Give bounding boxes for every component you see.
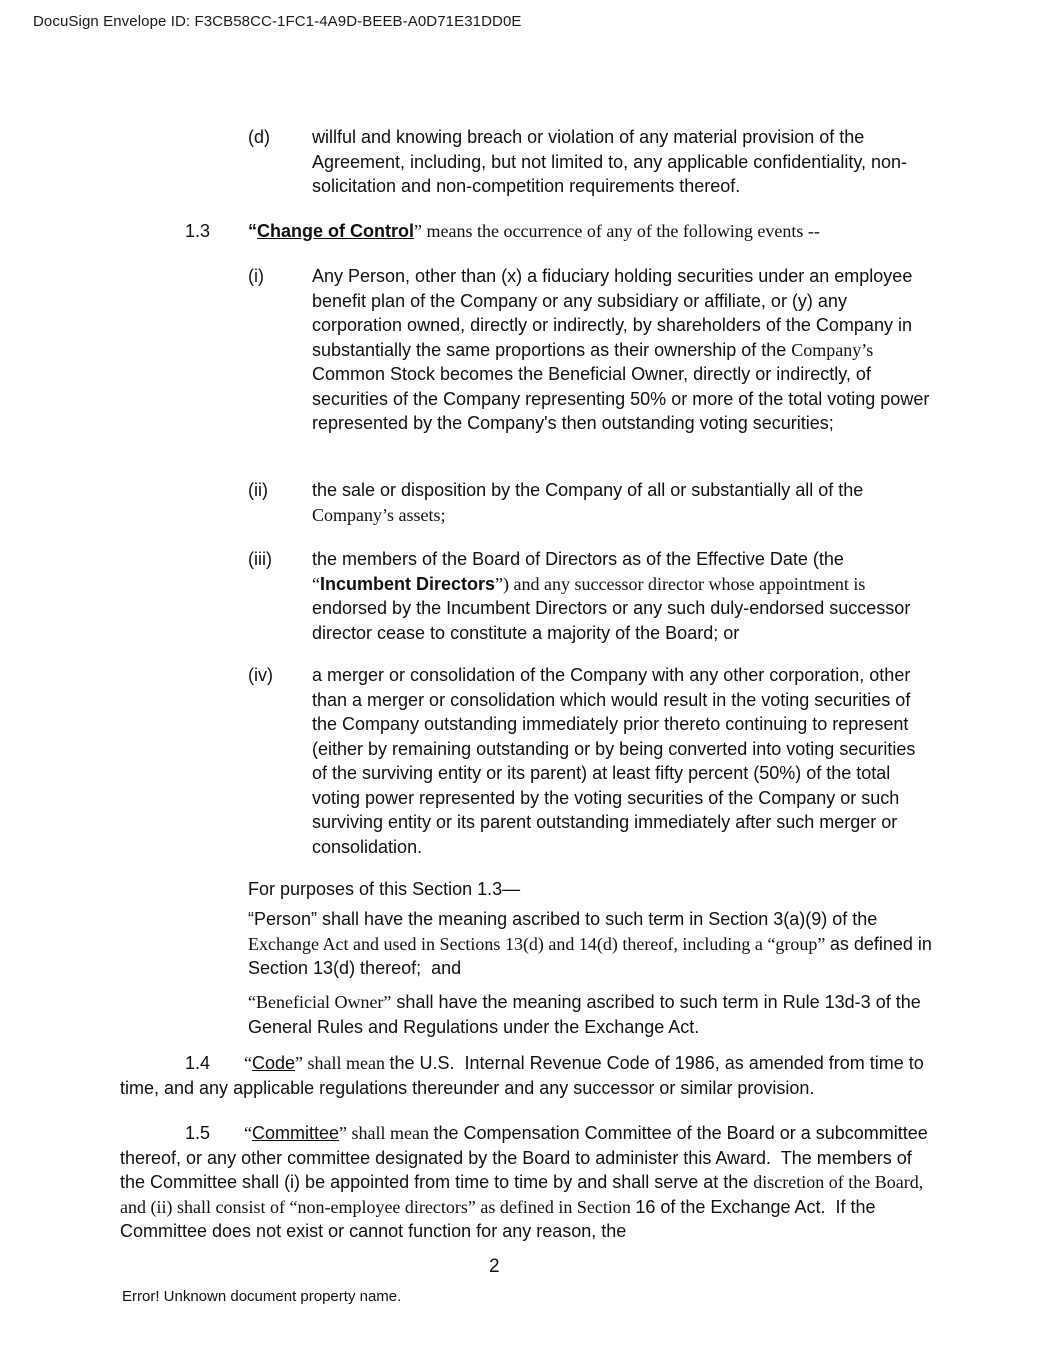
clause-ii-label: (ii) — [248, 480, 268, 500]
section-1-4-shall-mean: shall mean — [303, 1053, 390, 1073]
person-seg1: “Person” shall have the meaning ascribed to such term in Section 3(a)(9) of the — [248, 909, 878, 929]
clause-iii-open-quote: “ — [312, 573, 320, 594]
clause-d-label: (d) — [248, 127, 270, 147]
clause-ii — [248, 478, 934, 527]
clause-ii-seg1: the sale or disposition by the Company of all or substantially all of the — [312, 480, 864, 500]
beneficial-seg2: shall have the meaning ascribed to such term in Rule 13d-3 of the General Rules and Regulations under the Exchange Act. — [248, 992, 921, 1037]
clause-iv — [248, 663, 934, 859]
beneficial-seg1: “Beneficial Owner” — [248, 992, 392, 1012]
clause-i-seg2: Company’s — [791, 339, 874, 360]
clause-i — [248, 264, 934, 436]
clause-iii-seg3: endorsed by the Incumbent Directors or any such duly-endorsed successor director cease to constitute a majority of the Board; or — [312, 598, 911, 643]
purposes-text: For purposes of this Section 1.3— — [248, 879, 521, 899]
clause-iv-label: (iv) — [248, 665, 273, 685]
section-1-4 — [120, 1051, 938, 1100]
section-1-4-rest: the U.S. Internal Revenue Code of 1986, as amended from time to time, and any applicable regulations thereunder and any successor or similar provision. — [120, 1053, 924, 1098]
clause-iii-label: (iii) — [248, 549, 272, 569]
clause-i-seg3: Common Stock becomes the Beneficial Owner, directly or indirectly, of securities of the Company representing 50% or more of the total voting power represented by the Company's then outstanding voting securities; — [312, 364, 930, 433]
section-1-3-open-quote: “ — [248, 221, 257, 241]
section-1-5-close-quote: ” — [339, 1123, 348, 1143]
page-number: 2 — [489, 1256, 500, 1277]
section-1-4-number: 1.4 — [185, 1053, 211, 1073]
clause-ii-text — [312, 478, 934, 527]
clause-iii-seg1: the members of the Board of Directors as of the Effective Date (the — [312, 549, 844, 569]
footer-error-text: Error! Unknown document property name. — [122, 1288, 402, 1305]
section-1-5-seg3: 16 of the Exchange Act. If the Committee does not exist or cannot function for any reason, the — [120, 1196, 876, 1241]
clause-d-body: willful and knowing breach or violation of any material provision of the Agreement, including, but not limited to, any applicable confidentiality, non-solicitation and non-competition requirements thereof. — [312, 127, 908, 196]
section-1-5-open-quote: “ — [244, 1123, 252, 1143]
section-1-4-term: Code — [252, 1053, 296, 1073]
section-1-5 — [120, 1121, 938, 1244]
clause-i-seg1: Any Person, other than (x) a fiduciary holding securities under an employee benefit plan of the Company or any subsidiary or affiliate, or (y) any corporation owned, directly or indirectly, by shareholders of the Company in substantially the same proportions as their ownership of the — [312, 266, 913, 360]
clause-iii-term: Incumbent Directors — [320, 573, 496, 594]
clause-iii — [248, 547, 934, 645]
section-1-3-close-quote: ” — [413, 221, 422, 241]
clause-i-text — [312, 264, 934, 436]
section-1-5-seg1: the Compensation Committee of the Board or a subcommittee thereof, or any other committee designated by the Board to administer this Award. The members of the Committee shall (i) be appointed from time to time by and shall serve at the — [120, 1123, 928, 1192]
purposes-line — [248, 877, 940, 902]
section-1-5-number: 1.5 — [185, 1123, 211, 1143]
clause-d-text — [312, 125, 934, 199]
section-1-3-heading — [185, 219, 945, 244]
clause-iii-text — [312, 547, 934, 645]
clause-d — [248, 125, 934, 199]
clause-iii-seg2: ”) and any successor director whose appointment is — [495, 573, 866, 594]
clause-iv-text — [312, 663, 934, 859]
section-1-3-term: Change of Control — [257, 221, 414, 241]
person-seg2: Exchange Act and used in Sections 13(d) and 14(d) thereof, including a “group” — [248, 933, 830, 954]
section-1-5-term: Committee — [252, 1123, 340, 1143]
clause-iv-body: a merger or consolidation of the Company with any other corporation, other than a merger or consolidation which would result in the voting securities of the Company outstanding immediately prior thereto continuing to represent (either by remaining outstanding or by being converted into voting securities of the surviving entity or its parent) at least fifty percent (50%) of the total voting power represented by the voting securities of the Company or such surviving entity or its parent outstanding immediately after such merger or consolidation. — [312, 665, 916, 857]
section-1-5-shall-mean: shall mean — [347, 1123, 434, 1143]
person-seg3: as defined in Section 13(d) thereof; and — [248, 933, 932, 978]
section-1-4-close-quote: ” — [295, 1053, 304, 1073]
section-1-3-number: 1.3 — [185, 221, 211, 241]
section-1-5-seg2: discretion of the Board, and (ii) shall consist of “non-employee directors” as defined in Section — [120, 1172, 924, 1217]
section-1-4-open-quote: “ — [244, 1053, 252, 1073]
beneficial-owner-definition — [248, 990, 940, 1039]
docusign-envelope-id: DocuSign Envelope ID: F3CB58CC-1FC1-4A9D-BEEB-A0D71E31DD0E — [33, 13, 522, 30]
clause-ii-seg2: Company’s assets; — [312, 504, 446, 525]
person-definition — [248, 907, 940, 981]
section-1-3-rest: means the occurrence of any of the following events -- — [421, 221, 820, 241]
clause-i-label: (i) — [248, 266, 264, 286]
